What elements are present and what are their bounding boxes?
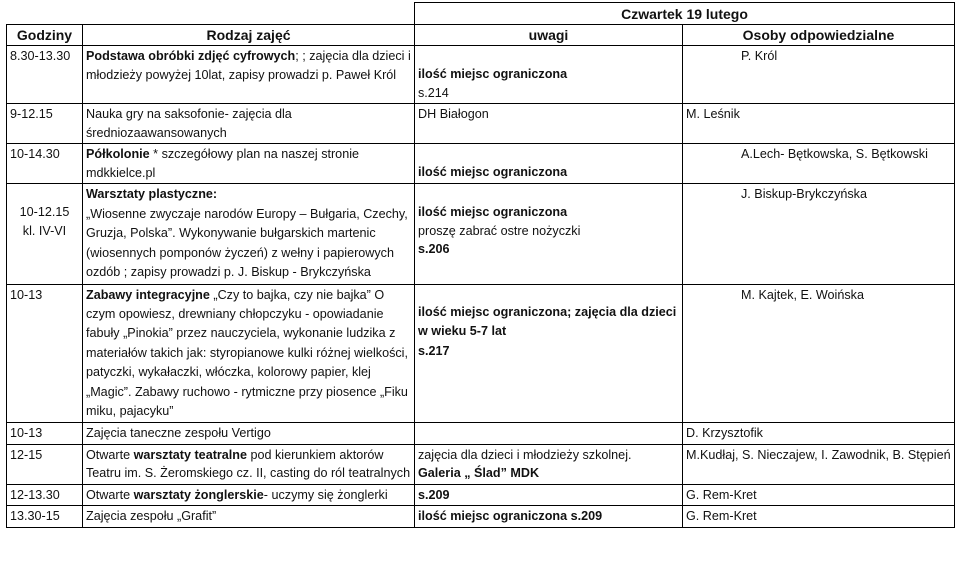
kind-cell [83, 444, 415, 484]
notes-bold: ilość miejsc ograniczona; zajęcia dla dzieci w wieku 5-7 lat [418, 304, 677, 338]
time-cell: 10-13 [7, 423, 83, 445]
kind-cell: Zajęcia zespołu „Grafit” [83, 506, 415, 528]
day-title-row [7, 3, 955, 25]
notes-cell: DH Białogon [415, 104, 683, 144]
notes-bold: ilość miejsc ograniczona [418, 165, 568, 179]
people-cell: M. Leśnik [683, 104, 955, 144]
table-row [7, 484, 955, 506]
time-cell [7, 184, 83, 285]
kind-cell [83, 284, 415, 423]
notes-bold: ilość miejsc ograniczona s.209 [418, 509, 603, 524]
time-cell: 10-14.30 [7, 144, 83, 184]
table-row [7, 46, 955, 104]
people-text: J. Biskup-Brykczyńska [741, 187, 867, 201]
people-cell: M.Kudłaj, S. Nieczajew, I. Zawodnik, B. Stępień [683, 444, 955, 484]
time-cell: 12-13.30 [7, 484, 83, 506]
time-text: 10-12.15 [19, 205, 70, 219]
notes-cell [415, 46, 683, 104]
kind-pre: Otwarte [86, 487, 134, 502]
kind-bold: Zabawy integracyjne [86, 287, 210, 302]
notes-bold: Galeria „ Ślad” MDK [418, 466, 540, 481]
kind-cell: Nauka gry na saksofonie- zajęcia dla średniozaawansowanych [83, 104, 415, 144]
notes-cell [415, 444, 683, 484]
kind-bold: Warsztaty plastyczne: [86, 187, 218, 201]
schedule-table [6, 2, 955, 528]
table-row [7, 444, 955, 484]
people-text: M. Kajtek, E. Woińska [741, 287, 864, 302]
kind-bold: Podstawa obróbki zdjęć cyfrowych [86, 49, 296, 63]
time-cell: 9-12.15 [7, 104, 83, 144]
table-row [7, 144, 955, 184]
time-cell: 12-15 [7, 444, 83, 484]
notes-cell [415, 423, 683, 445]
notes-text: zajęcia dla dzieci i młodzieży szkolnej. [418, 447, 632, 462]
room-text: s.206 [418, 242, 450, 256]
day-title: Czwartek 19 lutego [415, 3, 955, 25]
table-row [7, 284, 955, 423]
kind-cell [83, 144, 415, 184]
people-cell [683, 46, 955, 104]
header-row [7, 24, 955, 46]
class-text: kl. IV-VI [22, 223, 67, 238]
time-cell: 8.30-13.30 [7, 46, 83, 104]
kind-cell [83, 46, 415, 104]
kind-text: - uczymy się żonglerki [263, 487, 388, 502]
kind-text: * szczegółowy plan na naszej stronie mdkkielce.pl [86, 147, 359, 180]
people-cell: D. Krzysztofik [683, 423, 955, 445]
header-people: Osoby odpowiedzialne [683, 24, 955, 46]
header-time: Godziny [7, 24, 83, 46]
people-cell [683, 144, 955, 184]
room-text: s.209 [418, 487, 450, 502]
room-text: s.217 [418, 343, 450, 358]
kind-pre: Otwarte [86, 447, 134, 462]
kind-bold: warsztaty teatralne [133, 447, 247, 462]
kind-bold: Półkolonie [86, 147, 150, 161]
people-cell: G. Rem-Kret [683, 506, 955, 528]
notes-cell [415, 184, 683, 285]
notes-cell [415, 506, 683, 528]
table-row [7, 506, 955, 528]
people-text: A.Lech- Bętkowska, S. Bętkowski [741, 147, 928, 161]
notes-cell [415, 284, 683, 423]
table-row [7, 423, 955, 445]
table-row [7, 184, 955, 285]
people-cell [683, 184, 955, 285]
header-kind: Rodzaj zajęć [83, 24, 415, 46]
kind-text: „Wiosenne zwyczaje narodów Europy – Bułgaria, Czechy, Gruzja, Polska”. Wykonywanie bułgarskich martenic (wiosennych pomponów życzeń) z wełny i papierowych ozdób ; zapisy prowadzi p. J. Biskup - Brykczyńska [86, 206, 408, 279]
notes-bold: ilość miejsc ograniczona [418, 205, 568, 219]
kind-text: pod kierunkiem aktorów Teatru im. S. Żeromskiego cz. II, casting do ról teatralnych [86, 447, 411, 481]
time-cell: 13.30-15 [7, 506, 83, 528]
kind-text: ; ; zajęcia dla dzieci i młodzieży powyżej 10lat, zapisy prowadzi p. Paweł Król [86, 49, 411, 82]
kind-cell: Zajęcia taneczne zespołu Vertigo [83, 423, 415, 445]
notes-cell [415, 484, 683, 506]
kind-cell [83, 184, 415, 285]
people-text: P. Król [741, 49, 778, 63]
kind-cell [83, 484, 415, 506]
people-cell [683, 284, 955, 423]
kind-text: „Czy to bajka, czy nie bajka” O czym opowiesz, drewniany chłopczyku - opowiadanie fabuły „Pinokia” przez nauczyciela, wykonanie ludzika z materiałów takich jak: styropianowe kulki różnej wielkości, patyczki, wykałaczki, włóczka, kolorowy papier, klej „Magic”. Zabawy ruchowo - rytmiczne przy piosence „Fiku miku, pajacyku” [86, 287, 408, 418]
notes-cell [415, 144, 683, 184]
kind-bold: warsztaty żonglerskie [133, 487, 264, 502]
room-text: s.214 [418, 85, 449, 100]
table-row [7, 104, 955, 144]
header-notes: uwagi [415, 24, 683, 46]
notes-text: proszę zabrać ostre nożyczki [418, 223, 581, 238]
notes-bold: ilość miejsc ograniczona [418, 67, 568, 81]
time-cell: 10-13 [7, 284, 83, 423]
people-cell: G. Rem-Kret [683, 484, 955, 506]
